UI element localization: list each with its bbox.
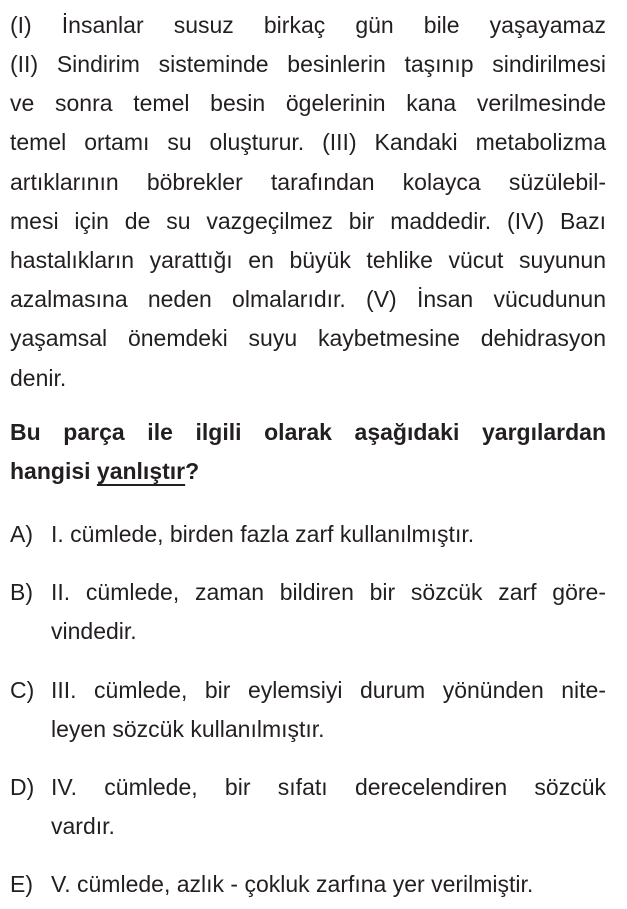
option-text: leyen sözcük kullanılmıştır. [51, 716, 325, 742]
question-text: hangisi [10, 458, 97, 484]
question-line [10, 457, 606, 485]
option-text: vardır. [51, 813, 115, 839]
option-letter: B) [10, 579, 33, 605]
option-d[interactable] [10, 773, 606, 840]
option-text: II. cümlede, zaman bildiren bir sözcük zarf göre- [51, 579, 606, 605]
option-text: III. cümlede, bir eylemsiyi durum yönünden nite- [51, 677, 606, 703]
option-letter: A) [10, 521, 33, 547]
option-text: vindedir. [51, 618, 137, 644]
passage-line: azalmasına neden olmalarıdır. (V) İnsan vücudunun [10, 286, 606, 312]
passage-line: mesi için de su vazgeçilmez bir maddedir. (IV) Bazı [10, 208, 606, 234]
option-text: V. cümlede, azlık - çokluk zarfına yer verilmiştir. [51, 871, 534, 897]
passage-line: yaşamsal önemdeki suyu kaybetmesine dehidrasyon [10, 325, 606, 351]
option-a[interactable] [10, 520, 606, 548]
option-c[interactable] [10, 676, 606, 743]
question-mark: ? [185, 458, 200, 484]
passage-line: denir. [10, 365, 67, 391]
passage-line: artıklarının böbrekler tarafından kolayca süzülebil- [10, 169, 606, 195]
option-letter: E) [10, 871, 33, 897]
option-text: I. cümlede, birden fazla zarf kullanılmıştır. [51, 521, 475, 547]
passage-line: (I) İnsanlar susuz birkaç gün bile yaşayamaz [10, 12, 606, 38]
passage-line: temel ortamı su oluşturur. (III) Kandaki metabolizma [10, 129, 606, 155]
option-e[interactable] [10, 870, 606, 898]
question-line: Bu parça ile ilgili olarak aşağıdaki yargılardan [10, 419, 606, 445]
passage-line: (II) Sindirim sisteminde besinlerin taşınıp sindirilmesi [10, 51, 606, 77]
option-text: IV. cümlede, bir sıfatı derecelendiren sözcük [51, 774, 606, 800]
option-b[interactable] [10, 578, 606, 645]
passage-line: ve sonra temel besin ögelerinin kana verilmesinde [10, 90, 606, 116]
underlined-keyword: yanlıştır [96, 458, 186, 484]
option-letter: D) [10, 774, 35, 800]
passage-line: hastalıkların yarattığı en büyük tehlike vücut suyunun [10, 247, 606, 273]
option-letter: C) [10, 677, 35, 703]
